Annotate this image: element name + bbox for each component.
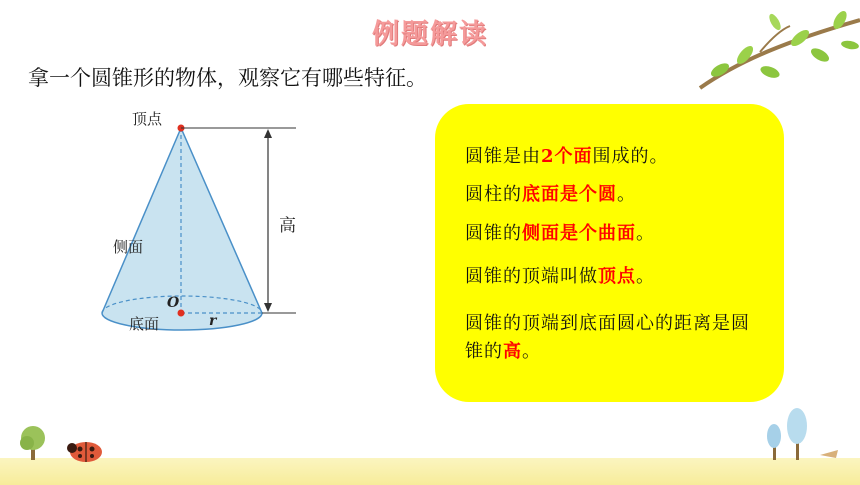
radius-label: r xyxy=(209,313,217,329)
panel-line-1: 圆锥是由2个面围成的。 xyxy=(465,146,669,167)
intro-text: 拿一个圆锥形的物体，观察它有哪些特征。 xyxy=(28,66,427,90)
height-label: 高 xyxy=(279,216,296,236)
panel-line-2: 圆柱的底面是个圆。 xyxy=(465,184,636,205)
center-label: O xyxy=(167,295,180,311)
vertex-label: 顶点 xyxy=(132,110,163,128)
side-label: 侧面 xyxy=(113,238,144,256)
base-label: 底面 xyxy=(129,315,160,333)
panel-line-5: 圆锥的顶端到底面圆心的距离是圆锥的高。 xyxy=(465,313,750,362)
page-title: 例题解读 xyxy=(372,19,488,50)
panel-line-3: 圆锥的侧面是个曲面。 xyxy=(465,223,655,244)
panel-line-4: 圆锥的顶端叫做顶点。 xyxy=(465,266,655,287)
